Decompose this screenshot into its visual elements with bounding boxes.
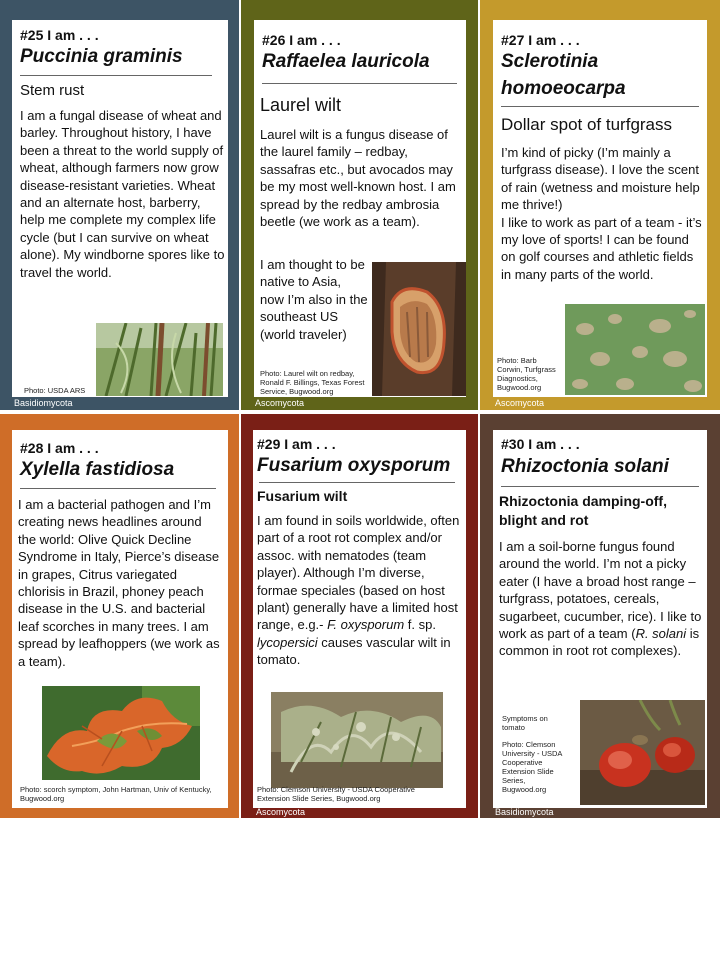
common-name: Dollar spot of turfgrass — [501, 115, 673, 134]
card-25 — [0, 0, 239, 410]
description: I am a bacterial pathogen and I’m creating news headlines around the world: Olive Quick Decline Syndrome in Italy, Pierce’s disease in grapes, Citrus variegated chlorisis in Brazil, phoney peach disease in the U.S. and bacterial leaf scorches in many trees. I am spread by leafhoppers (we work as a team). — [18, 497, 220, 669]
scientific-name: Rhizoctonia solani — [501, 456, 669, 477]
wheat-stem-rust-photo — [96, 323, 223, 396]
divider — [262, 83, 457, 84]
photo-credit: Photo: Laurel wilt on redbay, Ronald F. Billings, Texas Forest Service, Bugwood.org — [260, 369, 365, 396]
divider — [501, 486, 699, 487]
card-29-panel — [253, 430, 466, 808]
common-name: Laurel wilt — [260, 95, 342, 115]
photo-caption: Symptoms on tomato — [502, 714, 548, 732]
photo-credit: Photo: Barb Corwin, Turfgrass Diagnostics, Bugwood.org — [497, 356, 556, 392]
card-number: #27 I am . . . — [501, 32, 580, 48]
description: I am a soil-borne fungus found around the world. I’m not a picky eater (I have a broad host range – turfgrass, potatoes, cereals, sugarbeet, cucumber, rice). I like to work as part of a team (R. solani is common in root rot complexes). — [499, 539, 702, 659]
photo-credit: Photo: scorch symptom, John Hartman, Univ of Kentucky, Bugwood.org — [20, 785, 212, 803]
scientific-name: Xylella fastidiosa — [20, 459, 175, 480]
card-number: #30 I am . . . — [501, 436, 580, 452]
phylum-label: Basidiomycota — [495, 807, 554, 817]
laurel-wilt-bark-photo — [372, 262, 466, 396]
fusarium-wilt-plants-photo — [271, 692, 443, 788]
card-30 — [480, 414, 720, 818]
leaf-scorch-photo — [42, 686, 200, 780]
common-name: Fusarium wilt — [257, 488, 348, 504]
card-27-panel — [493, 20, 707, 397]
phylum-label: Basidiomycota — [14, 398, 73, 408]
card-27 — [480, 0, 720, 410]
common-name: Rhizoctonia damping-off, blight and rot — [499, 493, 667, 528]
photo-credit: Photo: Clemson University - USDA Cooperative Extension Slide Series, Bugwood.org — [502, 740, 563, 794]
card-26 — [241, 0, 478, 410]
description: I am a fungal disease of wheat and barley. Throughout history, I have been a threat to the world supply of wheat, although farmers now grow disease-resistant varieties. Wheat and an alternate host, barberry, help me complete my complex life cycle (but I can survive on wheat alone). My windborne spores like to travel the world. — [20, 108, 225, 280]
divider — [501, 106, 699, 107]
description: Laurel wilt is a fungus disease of the laurel family – redbay, sassafras etc., but avocados may be my most well-known host. I am spread by the redbay ambrosia beetle (we work as a team). — [260, 127, 456, 230]
divider — [20, 488, 216, 489]
divider — [20, 75, 212, 76]
card-25-panel — [12, 20, 228, 397]
photo-credit: Photo: Clemson University - USDA Cooperative Extension Slide Series, Bugwood.org — [257, 785, 415, 803]
phylum-label: Ascomycota — [495, 398, 545, 408]
description: I’m kind of picky (I’m mainly a turfgrass disease). I love the scent of rain (wetness and moisture help me thrive!) I like to work as part of a team - it’s my love of sports! I can be found on golf courses and athletic fields in many parts of the world. — [501, 145, 702, 282]
description-continued: I am thought to be native to Asia, now I’m also in the southeast US (world traveler) — [260, 257, 368, 342]
card-number: #28 I am . . . — [20, 440, 99, 456]
description: I am found in soils worldwide, often part of a root rot complex and/or assoc. with nematodes (team player). Although I’m diverse, formae speciales (based on host plant) generally have a limited host range, e.g.- F. oxysporum f. sp. lycopersici causes vascular wilt in tomato. — [257, 513, 460, 668]
phylum-label: Ascomycota — [255, 398, 305, 408]
tomato-rot-photo — [580, 700, 705, 805]
scientific-name: Sclerotinia homoeocarpa — [501, 51, 626, 99]
card-29 — [241, 414, 478, 818]
photo-credit: Photo: USDA ARS — [24, 386, 86, 395]
dollar-spot-turf-photo — [565, 304, 705, 395]
card-26-panel — [254, 20, 466, 397]
card-28 — [0, 414, 239, 818]
card-number: #25 I am . . . — [20, 27, 99, 43]
card-30-panel — [493, 430, 707, 808]
card-28-panel — [12, 430, 228, 808]
card-number: #29 I am . . . — [257, 436, 336, 452]
phylum-label: Ascomycota — [256, 807, 306, 817]
divider — [259, 482, 455, 483]
scientific-name: Raffaelea lauricola — [262, 51, 430, 72]
scientific-name: Puccinia graminis — [20, 46, 183, 67]
scientific-name: Fusarium oxysporum — [257, 455, 451, 476]
card-number: #26 I am . . . — [262, 32, 341, 48]
common-name: Stem rust — [20, 82, 85, 99]
